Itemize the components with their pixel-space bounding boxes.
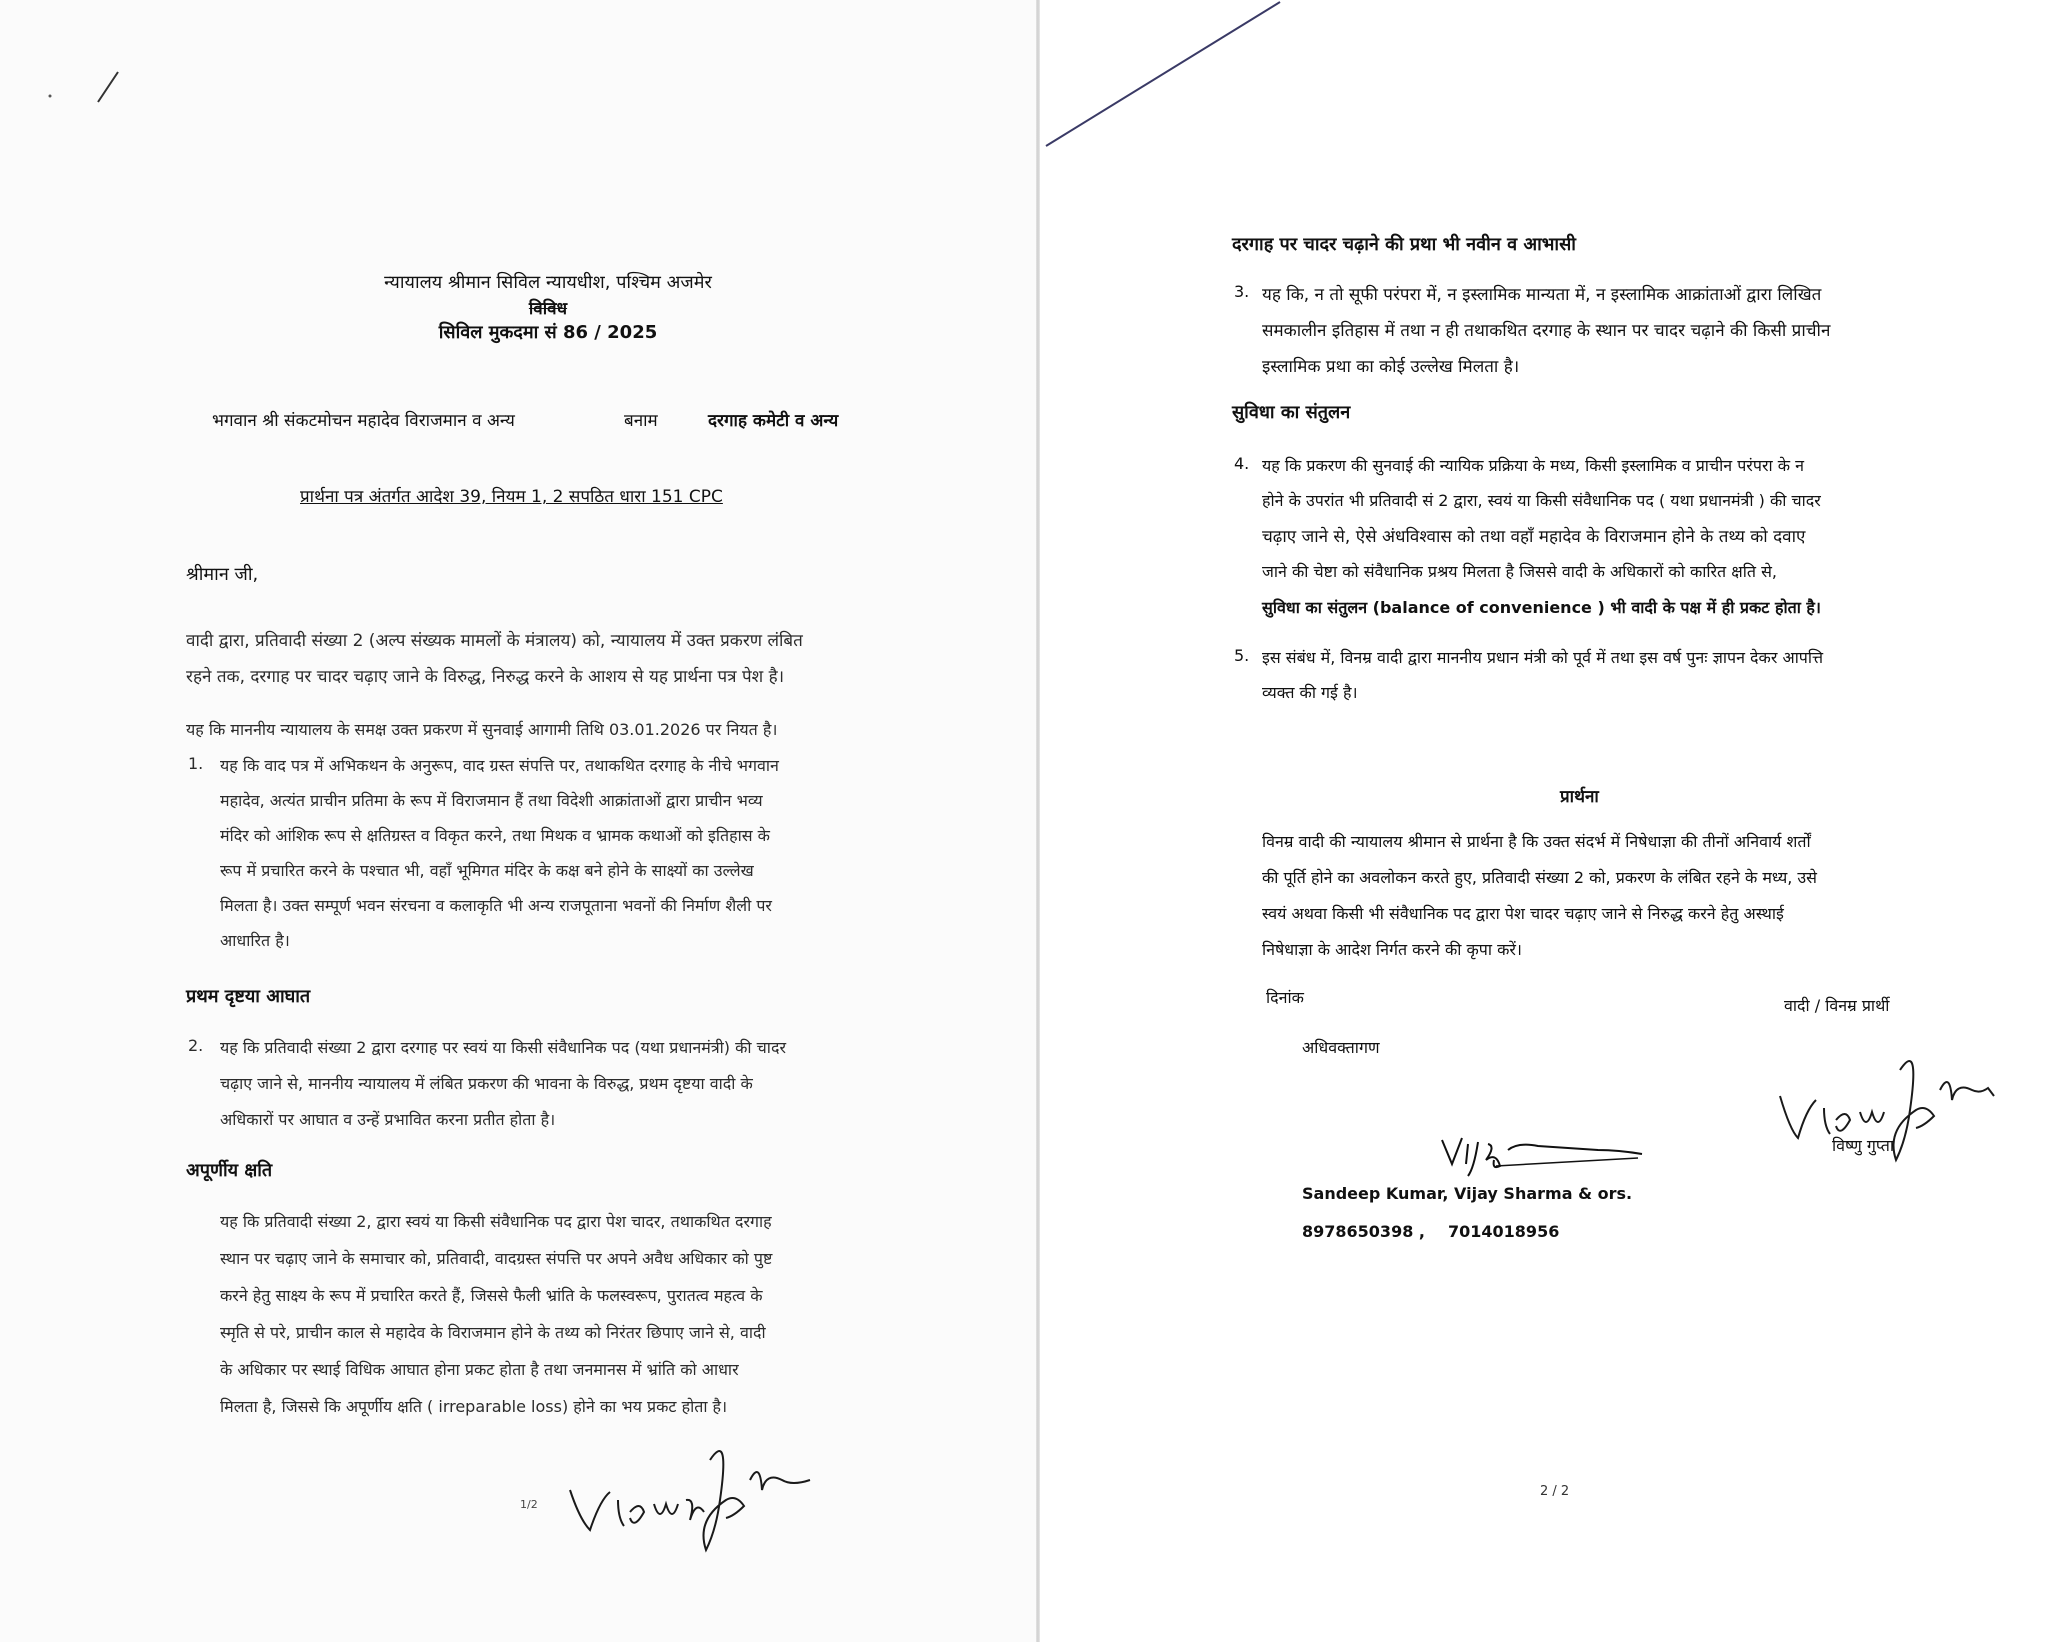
plaintiff-name: विष्णु गुप्ता [1832, 1136, 1895, 1155]
application-title: प्रार्थना पत्र अंतर्गत आदेश 39, नियम 1, 2 सपठित धारा 151 CPC [300, 487, 723, 507]
heading-balance: सुविधा का संतुलन [1232, 402, 1351, 423]
plaintiff-label: वादी / विनम्र प्रार्थी [1784, 996, 1890, 1015]
advocates-names: Sandeep Kumar, Vijay Sharma & ors. [1302, 1184, 1633, 1203]
point-line: यह कि प्रतिवादी संख्या 2 द्वारा दरगाह पर स्वयं या किसी संवैधानिक पद (यथा प्रधानमंत्री) की चादर [220, 1038, 786, 1057]
point-line: चढ़ाए जाने से, ऐसे अंधविश्वास को तथा वहाँ महादेव के विराजमान होने के तथ्य को दवाए [1262, 527, 1806, 547]
court-title: न्यायालय श्रीमान सिविल न्यायधीश, पश्चिम अजमेर [384, 272, 712, 293]
paragraph-line: स्मृति से परे, प्राचीन काल से महादेव के विराजमान होने के तथ्य को निरंतर छिपाए जाने से, वादी [220, 1323, 766, 1342]
advocate-signature [1438, 1130, 1658, 1180]
case-number: सिविल मुकदमा सं 86 / 2025 [438, 322, 658, 343]
heading-prima-facie: प्रथम दृष्टया आघात [186, 986, 311, 1007]
paragraph-line: यह कि प्रतिवादी संख्या 2, द्वारा स्वयं या किसी संवैधानिक पद द्वारा पेश चादर, तथाकथित दरगाह [220, 1212, 772, 1231]
plaintiff-name: भगवान श्री संकटमोचन महादेव विराजमान व अन्य [212, 411, 515, 431]
point-line: जाने की चेष्टा को संवैधानिक प्रश्रय मिलता है जिससे वादी के अधिकारों को कारित क्षति से, [1262, 562, 1777, 581]
page-number: 2 / 2 [1540, 1484, 1570, 1499]
plaintiff-signature-left [560, 1430, 820, 1550]
point-line: यह कि वाद पत्र में अभिकथन के अनुरूप, वाद ग्रस्त संपत्ति पर, तथाकथित दरगाह के नीचे भगवान [220, 756, 779, 775]
point-line: इस्लामिक प्रथा का कोई उल्लेख मिलता है। [1262, 357, 1520, 377]
salutation: श्रीमान जी, [186, 564, 259, 585]
point-number: 3. [1234, 282, 1250, 301]
point-line: यह कि, न तो सूफी परंपरा में, न इस्लामिक मान्यता में, न इस्लामिक आक्रांताओं द्वारा लिखित [1262, 285, 1822, 305]
pen-mark-icon [40, 60, 130, 110]
date-label: दिनांक [1266, 988, 1304, 1007]
point-line: होने के उपरांत भी प्रतिवादी सं 2 द्वारा, स्वयं या किसी संवैधानिक पद ( यथा प्रधानमंत्री ) की चादर [1262, 491, 1821, 510]
phone-2: 7014018956 [1448, 1222, 1560, 1241]
plaintiff-signature [1776, 1040, 2036, 1160]
point-line: चढ़ाए जाने से, माननीय न्यायालय में लंबित प्रकरण की भावना के विरुद्ध, प्रथम दृष्टया वादी के [220, 1074, 753, 1093]
pen-mark-icon [1040, 0, 1300, 160]
paragraph-line: स्थान पर चढ़ाए जाने के समाचार को, प्रतिवादी, वादग्रस्त संपत्ति पर अपने अवैध अधिकार को पुष्ट [220, 1249, 773, 1268]
point-number: 2. [188, 1036, 204, 1055]
point-number: 1. [188, 754, 204, 773]
hearing-line: यह कि माननीय न्यायालय के समक्ष उक्त प्रकरण में सुनवाई आगामी तिथि 03.01.2026 पर नियत है। [186, 720, 778, 739]
page-2 [1040, 0, 2054, 1642]
heading-chadar-practice: दरगाह पर चादर चढ़ाने की प्रथा भी नवीन व आभासी [1232, 234, 1576, 255]
point-line: अधिकारों पर आघात व उन्हें प्रभावित करना प्रतीत होता है। [220, 1110, 556, 1129]
defendant-name: दरगाह कमेटी व अन्य [708, 411, 839, 431]
paragraph-line: की पूर्ति होने का अवलोकन करते हुए, प्रतिवादी संख्या 2 को, प्रकरण के लंबित रहने के मध्य, उसे [1262, 868, 1817, 887]
point-number: 4. [1234, 454, 1250, 473]
point-line: इस संबंध में, विनम्र वादी द्वारा माननीय प्रधान मंत्री को पूर्व में तथा इस वर्ष पुनः ज्ञापन देकर आपत्ति [1262, 648, 1824, 667]
point-line: समकालीन इतिहास में तथा न ही तथाकथित दरगाह के स्थान पर चादर चढ़ाने की किसी प्राचीन [1262, 321, 1831, 341]
point-line: मिलता है। उक्त सम्पूर्ण भवन संरचना व कलाकृति भी अन्य राजपूताना भवनों की निर्माण शैली पर [220, 896, 772, 915]
paragraph-line: करने हेतु साक्ष्य के रूप में प्रचारित करते हैं, जिससे फैली भ्रांति के फलस्वरूप, पुरातत्व महत्व के [220, 1286, 763, 1305]
versus-label: बनाम [624, 411, 658, 431]
point-line: व्यक्त की गई है। [1262, 683, 1358, 702]
page-number: 1/2 [520, 1498, 538, 1511]
intro-line: वादी द्वारा, प्रतिवादी संख्या 2 (अल्प संख्यक मामलों के मंत्रालय) को, न्यायालय में उक्त प्रकरण लंबित [186, 631, 803, 651]
paragraph-line: के अधिकार पर स्थाई विधिक आघात होना प्रकट होता है तथा जनमानस में भ्रांति को आधार [220, 1360, 739, 1379]
advocates-label: अधिवक्तागण [1302, 1038, 1380, 1057]
paragraph-line: मिलता है, जिससे कि अपूर्णीय क्षति ( irreparable loss) होने का भय प्रकट होता है। [220, 1397, 728, 1416]
point-line: मंदिर को आंशिक रूप से क्षतिग्रस्त व विकृत करने, तथा मिथक व भ्रामक कथाओं को इतिहास के [220, 826, 770, 845]
point-line: यह कि प्रकरण की सुनवाई की न्यायिक प्रक्रिया के मध्य, किसी इस्लामिक व प्राचीन परंपरा के न [1262, 456, 1804, 475]
heading-prayer: प्रार्थना [1560, 787, 1599, 807]
phone-1: 8978650398 , [1302, 1222, 1425, 1241]
point-line: महादेव, अत्यंत प्राचीन प्रतिमा के रूप में विराजमान हैं तथा विदेशी आक्रांताओं द्वारा प्राचीन भव्य [220, 791, 763, 810]
point-line: रूप में प्रचारित करने के पश्चात भी, वहाँ भूमिगत मंदिर के कक्ष बने होने के साक्ष्यों का उल्लेख [220, 861, 754, 880]
intro-line: रहने तक, दरगाह पर चादर चढ़ाए जाने के विरुद्ध, निरुद्ध करने के आशय से यह प्रार्थना पत्र पेश है। [186, 667, 785, 687]
heading-irreparable: अपूर्णीय क्षति [186, 1160, 273, 1181]
paragraph-line: विनम्र वादी की न्यायालय श्रीमान से प्रार्थना है कि उक्त संदर्भ में निषेधाज्ञा की तीनों अनिवार्य शर्तों [1262, 832, 1811, 851]
point-line: आधारित है। [220, 931, 290, 950]
point-number: 5. [1234, 646, 1250, 665]
paragraph-line: स्वयं अथवा किसी भी संवैधानिक पद द्वारा पेश चादर चढ़ाए जाने से निरुद्ध करने हेतु अस्थाई [1262, 904, 1784, 923]
paragraph-line: निषेधाज्ञा के आदेश निर्गत करने की कृपा करें। [1262, 940, 1522, 959]
case-struck-word: विविध [528, 299, 568, 319]
point-line: सुविधा का संतुलन (balance of convenience ) भी वादी के पक्ष में ही प्रकट होता है। [1262, 598, 1821, 617]
